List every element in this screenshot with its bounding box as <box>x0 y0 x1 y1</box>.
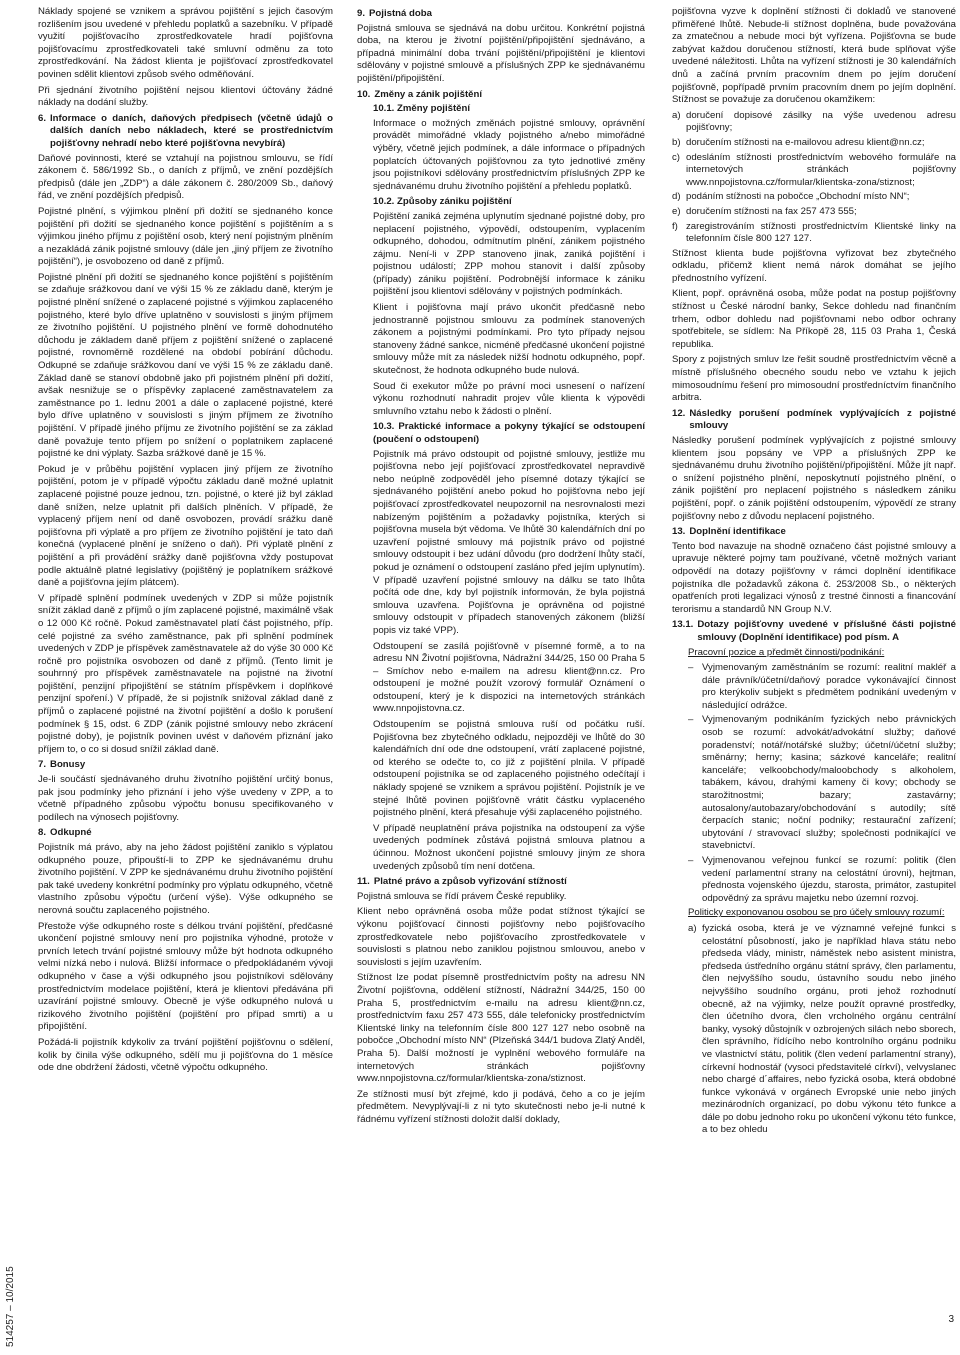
paragraph: Pracovní pozice a předmět činnosti/podnikání: <box>688 646 885 658</box>
list-text: Vyjmenovanou veřejnou funkcí se rozumí: politik (člen vedení parlamentní strany na celostátní úrovni), hejtman, přednosta vojenského újezdu, starosta, primátor, zastupitel odpovědný za správu majetku nebo územní rozvoj. <box>702 855 956 904</box>
section-number: 13. <box>672 526 686 538</box>
section-heading <box>357 8 645 21</box>
section-title: Platné právo a způsob vyřizování stížností <box>373 876 567 888</box>
section-title: Změny a zánik pojištění <box>374 88 483 100</box>
list-item <box>672 152 956 190</box>
list-marker: e) <box>672 205 681 217</box>
list-marker: – <box>688 855 694 866</box>
paragraph: Informace o možných změnách pojistné smlouvy, oprávnění provádět mimořádné vklady pojistného a/nebo mimořádné výběry, včetně jejich podmínek, a dále informace o případných poplatcích účtovaných pojišťovnou za tyto jednotlivé změny jsou pojistníkovi sdělovány prostřednictvím příslušných ZPP ke sjednávanému druhu životního pojištění a přehledu poplatků. <box>373 117 645 192</box>
section-number: 6. <box>38 112 47 124</box>
section-number: 11. <box>357 876 370 888</box>
paragraph: Spory z pojistných smluv lze řešit soudně prostřednictvím věcně a místně příslušného obecného soudu nebo ve vztahu k jejich mimosoudnímu řešení pro mimosoudní prostředníctvím finančního arbitra. <box>672 354 956 404</box>
section-title: Dotazy pojišťovny uvedené v příslušné části pojistné smlouvy (Doplnění identifikace) pod písm. A <box>697 619 956 643</box>
paragraph: Soud či exekutor může po právní moci usnesení o nařízení výkonu rozhodnutí nahradit projev vůle klienta k výpovědi smluvního vztahu nebo k žádosti o plnění. <box>373 380 645 417</box>
list-item <box>672 137 956 150</box>
paragraph: Je-li součástí sjednávaného druhu životního pojištění určitý bonus, pak jsou podmínky jeho přiznání i jeho výše uvedeny v ZPP, a to včetně případného způsobu výpočtu bonusu specifikovaného v podílech na výnosech pojišťovny. <box>38 774 333 823</box>
section-heading <box>38 113 333 151</box>
paragraph: Následky porušení podmínek vyplývajících z pojistné smlouvy klientem jsou popsány ve VPP a příslušných ZPP ke sjednávanému druhu životního pojištění/připojištění. Může jít např. o snížení pojistného plnění, neposkytnutí pojistného plnění, o zánik pojištění pro neplacení pojistného s následkem zániku pojištění, popř. o zánik pojištění odstoupením, výpovědí ze strany pojišťovny nebo z důvodu neplacení pojistného. <box>672 435 956 522</box>
list-marker: – <box>688 714 694 726</box>
paragraph: Politicky exponovanou osobou se pro účely smlouvy rozumí: <box>688 907 945 919</box>
list-item <box>672 191 956 204</box>
list-text: doručení dopisové zásilky na výše uvedenou adresu pojišťovny; <box>686 109 956 134</box>
column-middle <box>357 6 645 1129</box>
section-heading <box>38 759 333 772</box>
section-title: Bonusy <box>50 759 86 771</box>
list-item <box>672 110 956 135</box>
list-item <box>672 221 956 246</box>
paragraph: Pojištění zaniká zejména uplynutím sjednané pojistné doby, pro neplacení pojistného, výpovědí, odstoupením, vyplacením odkupného, dohodou, odmítnutím plnění, zánikem pojistného zájmu. Není-li v ZPP stanoveno jinak, zaniká pojištění i pojistnou událostí; ZPP mohou stanovit i další způsoby (případy) zániku pojištění. Podrobnější informace k zániku pojištění jsou klientovi sdělovány v pojistných podmínkách. <box>373 210 645 298</box>
list-item <box>688 662 956 712</box>
paragraph: Pokud je v průběhu pojištění vyplacen jiný příjem ze životního pojištění, potom je v případě výpočtu základu daně možné uplatnit zaplacené pojistné pouze jednou, tzn. pojistné, o které již byl základ daně snížen, nelze uplatnit při dalších plněních. V případě, že vyplacený příjem není od daně osvobozen, provádí srážku daně pojišťovna při výplatě a pro příjem ze životního pojištění je tato daň konečná (vyplacené plnění je sníženo o daň). Při výplatě plnění z pojištění a při provádění srážky daně pojišťovna vždy postupovat podle aktuálně platné legislativy (pojištěný je poplatníkem srážkové daně a pojišťovna jejím plátcem). <box>38 463 333 589</box>
section-heading <box>672 408 956 433</box>
list-text: odesláním stížnosti prostřednictvím webového formuláře na internetových stránkách pojišťovny www.nnpojistovna.cz/formular/klientska-zona/stiznost; <box>686 151 956 188</box>
list-item <box>688 714 956 853</box>
section-heading <box>357 89 645 102</box>
document-code: 514257 – 10/2015 <box>5 1266 16 1347</box>
paragraph: Pojistná smlouva se řídí právem České republiky. <box>357 890 567 902</box>
paragraph: Daňové povinnosti, které se vztahují na pojistnou smlouvu, se řídí zákonem č. 586/1992 Sb., o daních z příjmů, ve znění pozdějších předpisů (dále jen „ZDP“) a dále zákonem č. 280/2009 Sb., daňový řád, ve znění pozdějších předpisů. <box>38 152 333 202</box>
list-marker: – <box>688 662 694 674</box>
paragraph: V případě splnění podmínek uvedených v ZDP si může pojistník snížit základ daně z příjmů o jím zaplacené pojistné, maximálně však o 12 000 Kč ročně. Pokud zaměstnavatel platí část pojistného, příp. celé pojistné za svého zaměstnance, pak při splnění podmínek uvedených v ZDP je příspěvek zaměstnavatele až do výše 30 000 Kč ročně pro pojistníka osvobozen od daně z příjmů. (Tento limit je souhrnný pro příspěvek zaměstnavatele na pojistné na životní pojištění, penzijní připojištění se státním příspěvkem i doplňkové penzijní spoření.) V případě, že si pojistník snižoval základ daně z příjmů o zaplacené pojistné na životní pojištění a došlo k porušení podmínek § 15, odst. 6 ZDP (zánik pojistné smlouvy nebo zkrácení pojistné doby), je pojistník povinen uvést v daňovém přiznání jako příjem to, o co si dosud snížil základ daně. <box>38 592 333 755</box>
paragraph: Pojistník má právo, aby na jeho žádost pojištění zaniklo s výplatou odkupného pouze, připouští-li to ZPP ke sjednávanému druhu životního pojištění. V ZPP ke sjednávanému druhu životního pojištění pak také uvedeny konkrétní podmínky pro výplatu odkupného, včetně vlastního způsobu výpočtu (určení výše). Výše odkupného se nerovná součtu zaplaceného pojistného. <box>38 842 333 916</box>
paragraph: Ze stížnosti musí být zřejmé, kdo ji podává, čeho a co je jejím předmětem. Nevyplývají-li z ni tyto skutečnosti nebo je-li nutné k řádnému vyřízení stížnosti doložit další doklady, <box>357 1088 645 1125</box>
subsection-heading: 10.3. Praktické informace a pokyny týkající se odstoupení (poučení o odstoupení) <box>373 421 645 445</box>
section-number: 9. <box>357 8 366 19</box>
list-item <box>672 206 956 219</box>
section-title: Doplnění identifikace <box>689 526 786 538</box>
list-marker: d) <box>672 191 681 203</box>
subsection-heading: 10.1. Změny pojištění <box>373 103 471 115</box>
paragraph: Odstoupení se zasílá pojišťovně v písemné formě, a to na adresu NN Životní pojišťovna, Nádražní 344/25, 150 00 Praha 5 – Smíchov nebo e-mailem na adresu klient@nn.cz. Pro odstoupení je možné použít vzorový formulář Oznámení o odstoupení, který je k dispozici na internetových stránkách www.nnpojistovna.cz. <box>373 640 645 715</box>
list-text: Vyjmenovaným podnikáním fyzických nebo právnických osob se rozumí: advokát/advokátní služby; daňové poradenství; notář/notářské služby; účetní/účetní služby; směnárny; herny; kasina; sázkové kanceláře; realitní kanceláře; velkoobchody/maloobchody s alkoholem, tabákem, kávou, drahými kameny či kovy; obchody se starožitnostmi; bazary; zastavárny; autosalony/autobazary/obchodování s autodíly; sítě čerpacích stanic; noční podniky; restaurační zařízení; ubytování / stravovací služby; společnosti podnikající ve stavebnictví. <box>702 714 956 852</box>
paragraph: V případě neuplatnění práva pojistníka na odstoupení za výše uvedených podmínek zůstává pojistná smlouva platnou a účinnou. Možnost ukončení pojistné smlouvy jiným ze shora uvedených způsobů tím není dotčena. <box>373 822 645 872</box>
section-title: Následky porušení podmínek vyplývajících z pojistné smlouvy <box>689 407 956 432</box>
section-heading <box>38 827 333 840</box>
paragraph: Pojistné plnění, s výjimkou plnění při dožití se sjednaného konce pojištění při dožití se sjednaného konce pojištění s pojištěním a s výjimkou jiného příjmu z pojištění osob, který není pojistným plněním a nezakládá zánik pojistné smlouvy (dále jen „jiný příjem ze životního pojištění“), je osvobozeno od daně z příjmů. <box>38 205 333 268</box>
section-number: 8. <box>38 827 47 839</box>
list-text: podáním stížnosti na pobočce „Obchodní místo NN“; <box>686 191 910 203</box>
list-text: doručením stížnosti na e-mailovou adresu klient@nn.cz; <box>686 136 925 148</box>
paragraph: Klient, popř. oprávněná osoba, může podat na postup pojišťovny stížnost u České národní banky, Sekce dohledu nad finančním trhem, odbor dohledu nad pojišťovnami nebo odbor ochrany spotřebitele, se sídlem: Na Příkopě 28, 115 03 Praha 1, Česká republika. <box>672 288 956 350</box>
list-text: doručením stížnosti na fax 257 473 555; <box>686 205 857 217</box>
section-title: Pojistná doba <box>369 8 432 19</box>
list-item <box>688 855 956 905</box>
paragraph: Při sjednání životního pojištění nejsou klientovi účtovány žádné náklady na dodání služby. <box>38 84 333 109</box>
paragraph: Odstoupením se pojistná smlouva ruší od počátku ruší. Pojišťovna bez zbytečného odkladu, nejpozději ve lhůtě do 30 kalendářních dní ode dne odstoupení, vrátí zaplacené pojistné, od kterého se odečte to, co již z pojištění plnila. V případě odstoupení pojistníka se od zaplaceného pojistného odečítají i náklady spojené se vznikem a správou pojištění. Pojistník je ve stejné lhůtě povinen pojišťovně vrátit částku vyplaceného pojistného plnění, která přesahuje výši zaplaceného pojistného. <box>373 719 645 819</box>
section-heading <box>672 526 956 539</box>
list-text: fyzická osoba, která je ve významné veřejné funkci s celostátní působností, jako je například hlava státu nebo předseda vlády, ministr, náměstek nebo asistent ministra, předseda ústředního orgánu státní správy, člen parlamentu, člen nejvyššího soudu, ústavního soudu nebo jiného nejvyššího soudního orgánu, proti jehož rozhodnutí obecně, až na výjimky, nelze použít opravné prostředky, člen účetního dvora, člen vrcholného orgánu centrální banky, vysoký důstojník v ozbrojených silách nebo sborech, člen správního, řídícího nebo kontrolního orgánu podniku ve vlastnictví státu, politik (člen vedení parlamentní strany), církevní hodnostář (vysoci představitelé církví), velvyslanec nebo chargé d´affaires, nebo fyzická osoba, která obdobné funkce vykonává v orgánech Evropské unie nebo jiných mezinárodních organizací, po dobu výkonu této funkce a dále po dobu jednoho roku po ukončení výkonu této funkce, a to bez ohledu <box>702 922 956 1136</box>
list-marker: f) <box>672 220 678 232</box>
section-number: 10. <box>357 88 371 100</box>
paragraph: pojišťovna vyzve k doplnění stížnosti či dokladů ve stanovené přiměřené lhůtě. Nebude-li stížnost doplněna, bude považována za zmatečnou a nebude moci být vyřízena. Pojišťovna se bude zabývat každou doručenou stížností, která bude splňovat výše uvedené náležitosti. Lhůta na vyřízení stížnosti je 30 kalendářních dnů a začíná prvním pracovním dnem po jejím doručení pojišťovně, popřípadě prvním pracovním dnem po jejím doplnění. Stížnost se považuje za doručenou okamžikem: <box>672 6 956 106</box>
section-heading <box>357 876 645 889</box>
section-number: 7. <box>38 759 47 771</box>
list-text: zaregistrováním stížnosti prostřednictvím Klientské linky na telefonním čísle 800 127 127. <box>686 220 956 245</box>
paragraph: Pojistná smlouva se sjednává na dobu určitou. Konkrétní pojistná doba, na kterou je životní pojištění/připojištění sjednáváno, a případná minimální doba trvání pojištění/připojištění je klientovi sdělovány v pojistné smlouvě a příslušných ZPP ke sjednávanému pojištění/připojištění. <box>357 22 645 84</box>
paragraph: Tento bod navazuje na shodně označeno část pojistné smlouvy a upravuje některé pojmy tam používané, včetně možných variant odpovědí na dotazy pojišťovny v rámci doplnění identifikace pojistníka dle požadavků zákona č. 253/2008 Sb., o některých opatřeních proti legalizaci výnosů z trestné činnosti a financování terorismu a standardů NN Group N.V. <box>672 540 956 615</box>
paragraph: Stížnost lze podat písemně prostřednictvím pošty na adresu NN Životní pojišťovna, oddělení stížností, Nádražní 344/25, 150 00 Praha 5, prostřednictvím e-mailu na adresu klient@nn.cz, prostřednictvím faxu 257 473 555, dále telefonicky prostřednictvím Klientské linky na telefonním čísle 800 127 127 nebo osobně na pobočce „Obchodní místo NN“ (Plzeňská 344/1 budova Zlatý Anděl, Praha 5). Další možností je vyplnění webového formuláře na internetových stránkách pojišťovny www.nnpojistovna.cz/formular/klientska-zona/stiznost. <box>357 972 645 1085</box>
column-right <box>672 6 956 1139</box>
section-heading <box>672 619 956 644</box>
list-marker: a) <box>688 922 697 934</box>
list-marker: b) <box>672 136 681 148</box>
list-marker: c) <box>672 151 680 163</box>
section-title: Odkupné <box>50 827 92 839</box>
paragraph: Pojistník má právo odstoupit od pojistné smlouvy, jestliže mu pojišťovna nebo její pojišťovací zprostředkovatel nepravdivě nebo neúplně zodpověděl jeho písemné dotazy týkající se sjednávaného pojištění anebo pokud ho pojišťovna nebo její pojišťovací zprostředkovatel neupozornil na nesrovnalosti mezi nabízeným pojištěním a požadavky pojistníka, kterých si pojišťovna musela být vědoma. Ve lhůtě 30 kalendářních dní po uzavření pojistné smlouvy má pojistník právo od pojistné smlouvy odstoupit i bez udání důvodu (pro dodržení lhůty stačí, pokud je oznámení o odstoupení zasláno před jejím uplynutím). V případě uzavření pojistné smlouvy na dálku se tato lhůta počítá ode dne, kdy byl pojistník informován, že byla pojistná smlouva uzavřena. Pojišťovna je oprávněna od pojistné smlouvy odstoupit v případech stanovených zákonem (bližší popis viz také VPP). <box>373 448 645 636</box>
paragraph: Požádá-li pojistník kdykoliv za trvání pojištění pojišťovnu o sdělení, kolik by činila výše odkupného, sdělí mu ji pojišťovna do 1 měsíce ode dne obdržení žádosti, včetně výpočtu odkupného. <box>38 1036 333 1074</box>
list-item <box>688 923 956 1137</box>
paragraph: Klient nebo oprávněná osoba může podat stížnost týkající se výkonu pojišťovací činnosti pojišťovny nebo pojišťovacího zprostředkovatele nebo pojišťovacího zprostředkovatele v souvislosti s platnou nebo zaniklou pojistnou smlouvou, anebo v souvislosti s jejím uzavřením. <box>357 906 645 968</box>
paragraph: Klient i pojišťovna mají právo ukončit předčasně nebo jednostranně pojistnou smlouvu za podmínek stanovených zákonem a pojistnými podmínkami. Pro tyto případy nejsou stanoveny žádné sankce, nicméně předčasné ukončení pojistné smlouvy může mít za následek nižší hodnotu odkupného, popř. skutečnost, že hodnota odkupného bude nulová. <box>373 302 645 377</box>
paragraph: Stížnost klienta bude pojišťovna vyřizovat bez zbytečného odkladu, přičemž klient nemá nárok domáhat se jejího přednostního vyřízení. <box>672 247 956 284</box>
paragraph: Přestože výše odkupného roste s délkou trvání pojištění, předčasné ukončení pojistné smlouvy není pro pojistníka výhodné, protože v prvních letech trvání pojistné smlouvy může být hodnota odkupného velmi nízká nebo i nulová. Bližší informace o předpokládaném vývoji odkupného v čase a výši odkupného jsou pojistníkovi sdělovány prostřednictvím modelace pojištění, která je klientovi předávána při uzavírání pojistné smlouvy. Obecně je výše odkupného nulová u rizikového životního pojištění (pojištění pro případ smrti) a u připojištění. <box>38 920 333 1033</box>
subsection-heading: 10.2. Způsoby zániku pojištění <box>373 196 512 208</box>
paragraph: Náklady spojené se vznikem a správou pojištění s jejich časovým rozlišením jsou uvedené v přehledu poplatků a sazebníku. V případě využití pojišťovacího zprostředkovatele hradí pojišťovna pojišťovacímu zprostředkovateli také smluvní odměnu za toto zprostředkování. Na žádost klienta je pojišťovací zprostředkovatel povinen sdělit klientovi způsob svého odměňování. <box>38 6 333 80</box>
page-number: 3 <box>948 1314 954 1325</box>
list-text: Vyjmenovaným zaměstnáním se rozumí: realitní makléř a dále právník/účetní/daňový poradce vykonávající činnost pro kterýkoliv subjekt s předmětem podnikání uvedeným v následující odrážce. <box>702 662 956 711</box>
section-title: Informace o daních, daňových předpisech (včetně údajů o dalších daních nebo nákladech, které se prostřednictvím pojišťovny nehradí nebo které pojišťovna nevybírá) <box>50 112 333 149</box>
section-number: 13.1. <box>672 619 694 631</box>
list-marker: a) <box>672 109 681 121</box>
column-left <box>38 6 333 1078</box>
paragraph: Pojistné plnění při dožití se sjednaného konce pojištění s pojištěním se zdaňuje srážkovou daní ve výši 15 % ze základu daně, kterým je pojistné plnění snížené o zaplacené pojistné s výjimkou zaplaceného pojistného, které bylo dříve uplatněno v souvislosti s jiným příjmem ze životního pojištění. U pojistného plnění ve formě dohodnutého důchodu je základem daně příjem z pojištění snížené o zaplacené pojistné, rovnoměrně rozdělené na období pobírání důchodu. Odkupné se zdaňuje srážkovou daní ve výši 15 % ze základu daně. Základ daně se stanoví obdobně jako při pojistném plnění při dožití, avšak nesnižuje se o příspěvky zaplacené zaměstnavatelem za zaměstnance po 1. lednu 2001 a dále o zaplacené pojistné, které bylo dříve uplatněno v souvislosti s jiným příjmem ze životního pojištění. V případě jiného příjmu ze životního pojištění se za základ daně považuje tento příjem po snížení o poplatnikem zaplacené pojistné ke dni výplaty. Sazba srážkové daně je 15 %. <box>38 271 333 460</box>
section-number: 12. <box>672 407 686 419</box>
